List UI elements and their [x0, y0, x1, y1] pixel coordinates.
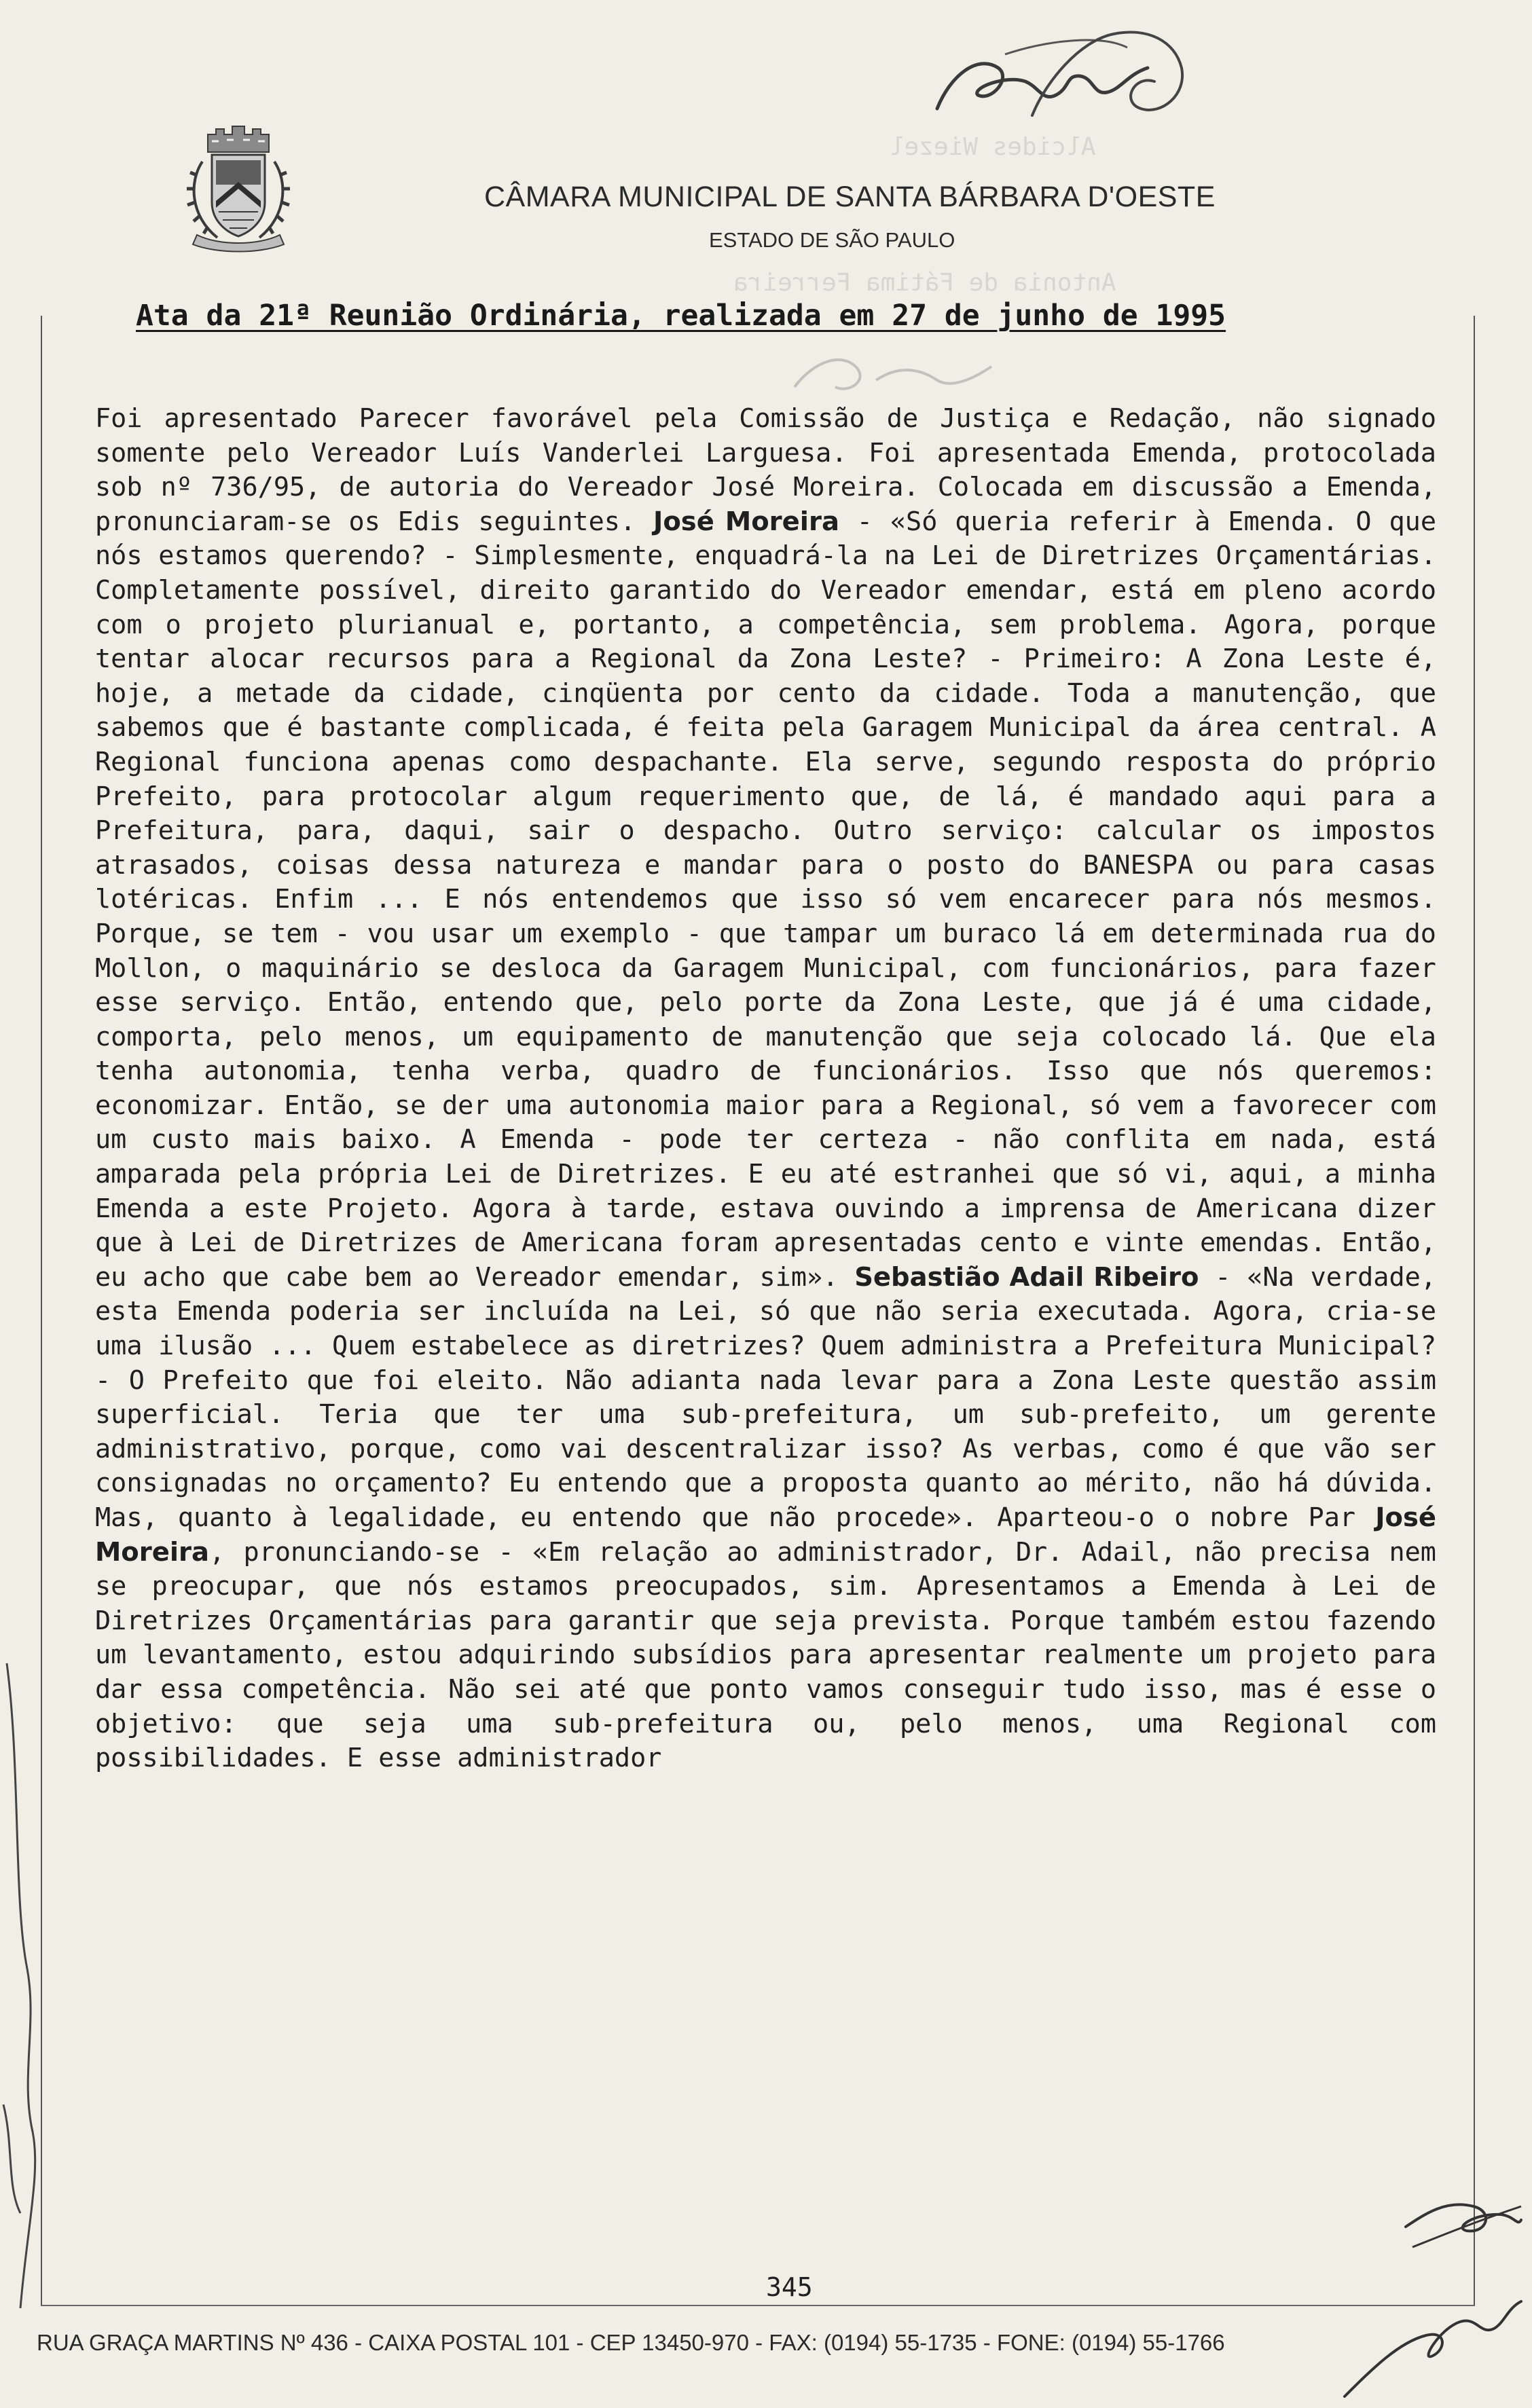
- bleed-through-name-2: Antonia de Fátima Ferreira: [733, 269, 1116, 297]
- signature-faint: [788, 339, 1005, 407]
- page-number: 345: [766, 2272, 813, 2302]
- body-speech-jose-moreira: - «Só queria referir à Emenda. O que nós estamos querendo? - Simplesmente, enquadrá-la na Lei de Diretrizes Orçamentárias. Completamente possível, direito garantido do Vereador emendar, está em pleno acordo com o projeto plurianual e, portanto, a competência, sem problema. Agora, porque tentar alocar recursos para a Regional da Zona Leste? - Primeiro: A Zona Leste é, hoje, a metade da cidade, cinqüenta por cento da cidade. Toda a manutenção, que sabemos que é bastante complicada, é feita pela Garagem Municipal da área central. A Regional funciona apenas como despachante. Ela serve, segundo resposta do próprio Prefeito, para protocolar algum requerimento que, de lá, é mandado aqui para a Prefeitura, para, daqui, sair o despacho. Outro serviço: calcular os impostos atrasados, coisas dessa natureza e mandar para o posto do BANESPA ou para casas lotéricas. Enfim ... E nós entendemos que isso só vem encarecer para nós mesmos. Porque, se tem - vou usar um exemplo - que tampar um buraco lá em determinada rua do Mollon, o maquinário se desloca da Garagem Municipal, com funcionários, para fazer esse serviço. Então, entendo que, pelo porte da Zona Leste, que já é uma cidade, comporta, pelo menos, um equipamento de manutenção que seja colocado lá. Que ela tenha autonomia, tenha verba, quadro de funcionários. Isso que nós queremos: economizar. Então, se der uma autonomia maior para a Regional, só vem a favorecer com um custo mais baixo. A Emenda - pode ter certeza - não conflita em nada, está amparada pela própria Lei de Diretrizes. E eu até estranhei que só vi, aqui, a minha Emenda a este Projeto. Agora à tarde, estava ouvindo a imprensa de Americana dizer que à Lei de Diretrizes de Americana foram apresentadas cento e vinte emendas. Então, eu acho que cabe bem ao Vereador emendar, sim».: [95, 506, 1437, 1293]
- minutes-title: Ata da 21ª Reunião Ordinária, realizada em 27 de junho de 1995: [136, 299, 1226, 333]
- body-speech-aparte: , pronunciando-se - «Em relação ao administrador, Dr. Adail, não precisa nem se preocupar, que nós estamos preocupados, sim. Apresentamos a Emenda à Lei de Diretrizes Orçamentárias para garantir que seja prevista. Porque também estou fazendo um levantamento, estou adquirindo subsídios para apresentar realmente um projeto para dar essa competência. Não sei até que ponto vamos conseguir tudo isso, mas é esse o objetivo: que seja uma sub-prefeitura ou, pelo menos, uma Regional com possibilidades. E esse administrador: [95, 1536, 1436, 1774]
- bleed-through-name-1: Alcides Wiezel: [890, 133, 1096, 161]
- margin-signature-left: [0, 1561, 48, 2342]
- body-speech-sebastiao: - «Na verdade, esta Emenda poderia ser incluída na Lei, só que não seria executada. Agora, cria-se uma ilusão ... Quem estabelece as diretrizes? Quem administra a Prefeitura Municipal? - O Prefeito que foi eleito. Não adianta nada levar para a Zona Leste questão assim superficial. Teria que ter uma sub-prefeitura, um sub-prefeito, um gerente administrativo, porque, como vai descentralizar isso? As verbas, como é que vão ser consignadas no orçamento? Eu entendo que a proposta quanto ao mérito, não há dúvida. Mas, quanto à legalidade, eu entendo que não procede». Aparteou-o o nobre Par: [95, 1261, 1437, 1533]
- speaker-jose-moreira-aparte: José Moreira: [95, 1502, 1436, 1568]
- margin-line-right: [1474, 316, 1475, 2305]
- speaker-sebastiao-adail-ribeiro: Sebastião Adail Ribeiro: [854, 1261, 1199, 1293]
- body-paragraph-intro: Foi apresentado Parecer favorável pela Comissão de Justiça e Redação, não signado somente pelo Vereador Luís Vanderlei Larguesa. Foi apresentada Emenda, protocolada sob nº 736/95, de autoria do Vereador José Moreira. Colocada em discussão a Emenda, pronunciaram-se os Edis seguintes.: [95, 403, 1436, 537]
- institution-name: CÂMARA MUNICIPAL DE SANTA BÁRBARA D'OESTE: [484, 181, 1216, 213]
- minutes-body: [95, 402, 1436, 1776]
- footer-address: RUA GRAÇA MARTINS Nº 436 - CAIXA POSTAL 101 - CEP 13450-970 - FAX: (0194) 55-1735 - FONE: (0194) 55-1766: [37, 2330, 1225, 2355]
- speaker-jose-moreira: José Moreira: [653, 506, 839, 537]
- footer-divider: [41, 2305, 1475, 2306]
- signature-top-2: [1019, 14, 1195, 143]
- coat-of-arms-logo: [185, 121, 292, 254]
- rubric-bottom-2: [1331, 2281, 1528, 2403]
- institution-state: ESTADO DE SÃO PAULO: [709, 228, 955, 252]
- rubric-bottom-1: [1399, 2172, 1528, 2267]
